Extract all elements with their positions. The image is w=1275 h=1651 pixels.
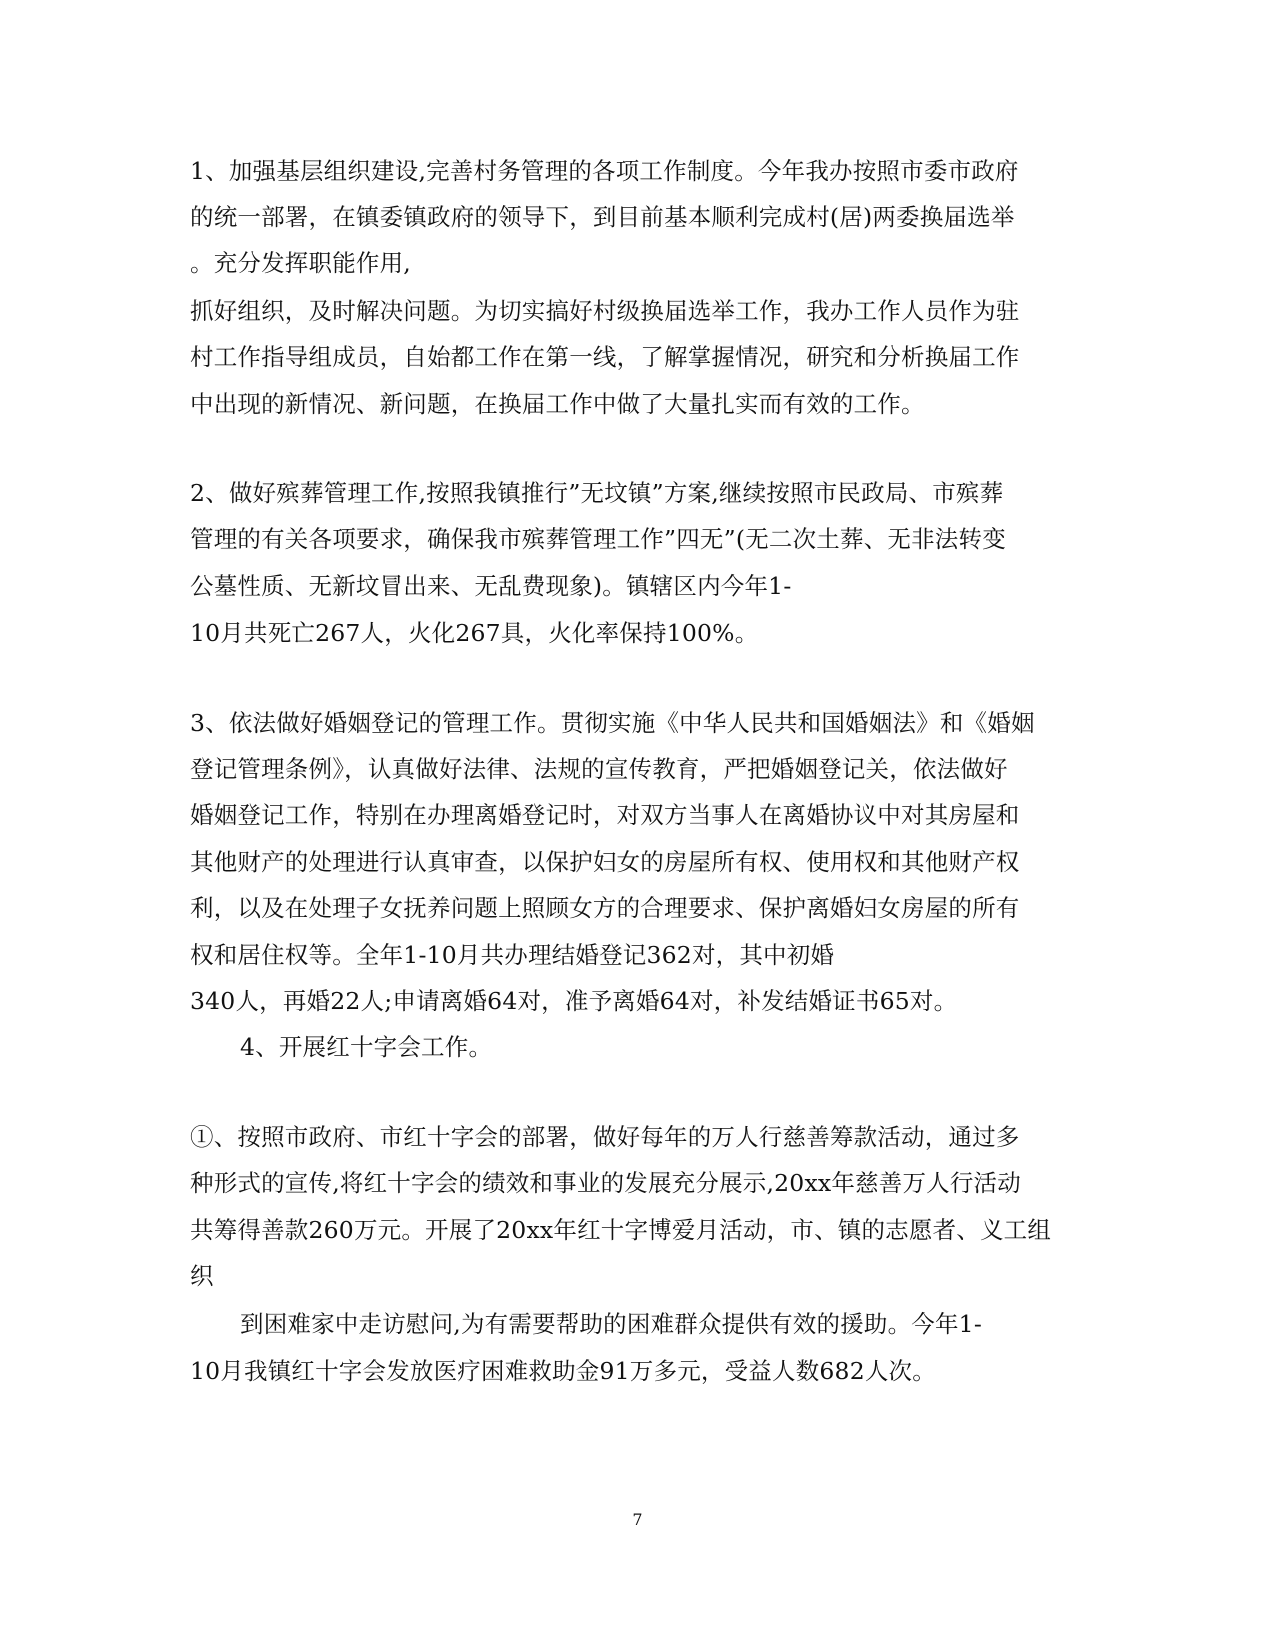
text-line: 共筹得善款260万元。开展了20xx年红十字博爱月活动，市、镇的志愿者、义工组: [190, 1216, 1052, 1244]
text-line: 1、加强基层组织建设,完善村务管理的各项工作制度。今年我办按照市委市政府: [190, 157, 1019, 185]
text-line: 抓好组织，及时解决问题。为切实搞好村级换届选举工作，我办工作人员作为驻: [190, 297, 1020, 325]
text-line: 织: [190, 1262, 214, 1290]
text-line: 种形式的宣传,将红十字会的绩效和事业的发展充分展示,20xx年慈善万人行活动: [190, 1169, 1021, 1197]
text-line: 利，以及在处理子女抚养问题上照顾女方的合理要求、保护离婚妇女房屋的所有: [190, 894, 1020, 922]
text-line: 340人，再婚22人;申请离婚64对，准予离婚64对，补发结婚证书65对。: [190, 987, 958, 1015]
text-line: 。充分发挥职能作用,: [190, 249, 411, 277]
text-line: ①、按照市政府、市红十字会的部署，做好每年的万人行慈善筹款活动，通过多: [190, 1123, 1020, 1151]
text-line: 管理的有关各项要求，确保我市殡葬管理工作”四无”(无二次土葬、无非法转变: [190, 525, 1006, 553]
text-line: 村工作指导组成员，自始都工作在第一线，了解掌握情况，研究和分析换届工作: [190, 343, 1020, 371]
text-line: 的统一部署，在镇委镇政府的领导下，到目前基本顺利完成村(居)两委换届选举: [190, 203, 1015, 231]
text-line: 中出现的新情况、新问题，在换届工作中做了大量扎实而有效的工作。: [190, 390, 925, 418]
text-line: 2、做好殡葬管理工作,按照我镇推行”无坟镇”方案,继续按照市民政局、市殡葬: [190, 479, 1004, 507]
text-line: 10月我镇红十字会发放医疗困难救助金91万多元，受益人数682人次。: [190, 1357, 936, 1385]
text-line: 到困难家中走访慰问,为有需要帮助的困难群众提供有效的援助。今年1-: [240, 1310, 982, 1338]
section-heading: 4、开展红十字会工作。: [240, 1033, 493, 1061]
page-number: 7: [632, 1510, 643, 1529]
text-line: 3、依法做好婚姻登记的管理工作。贯彻实施《中华人民共和国婚姻法》和《婚姻: [190, 709, 1035, 737]
text-line: 权和居住权等。全年1-10月共办理结婚登记362对，其中初婚: [190, 941, 835, 969]
text-line: 其他财产的处理进行认真审查，以保护妇女的房屋所有权、使用权和其他财产权: [190, 848, 1020, 876]
text-line: 10月共死亡267人，火化267具，火化率保持100%。: [190, 619, 759, 647]
text-line: 登记管理条例》，认真做好法律、法规的宣传教育，严把婚姻登记关，依法做好: [190, 755, 1008, 783]
text-line: 婚姻登记工作，特别在办理离婚登记时，对双方当事人在离婚协议中对其房屋和: [190, 801, 1020, 829]
text-line: 公墓性质、无新坟冒出来、无乱费现象)。镇辖区内今年1-: [190, 572, 792, 600]
